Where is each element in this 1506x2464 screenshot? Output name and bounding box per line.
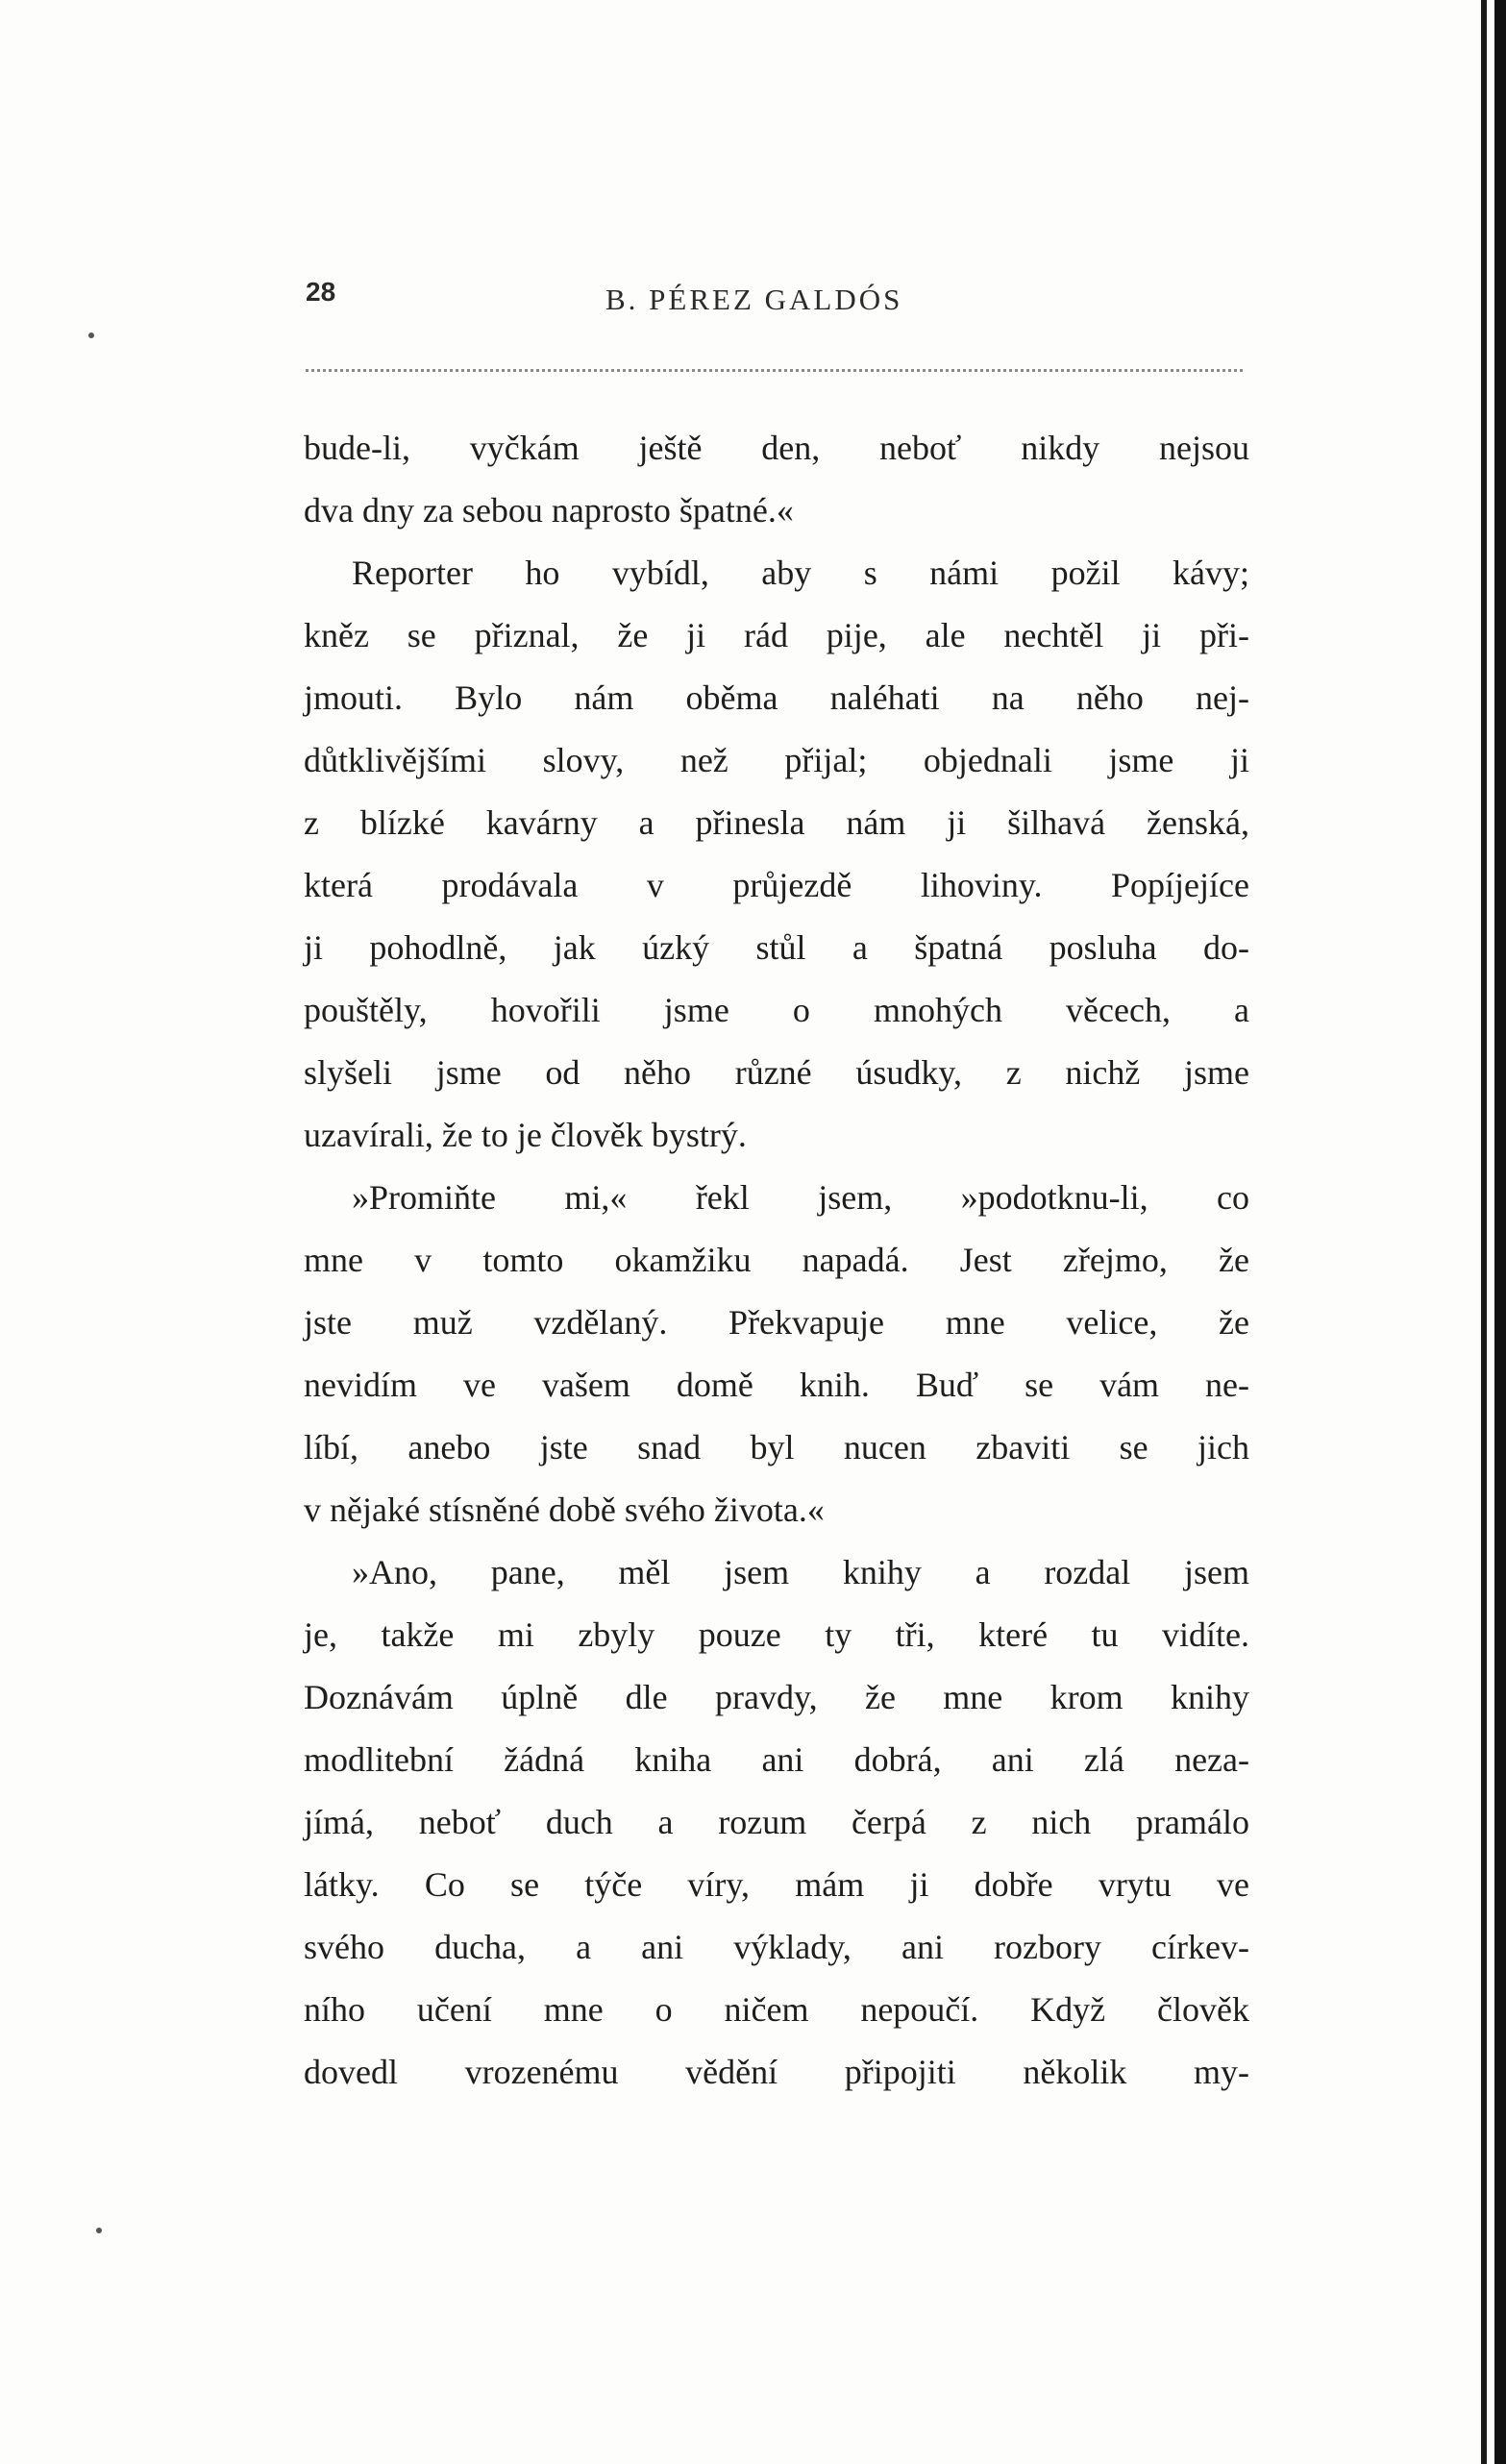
text-line: dva dny za sebou naprosto špatné.« [304,491,794,530]
text-line: jímá, neboť duch a rozum čerpá z nich pramálo [304,1803,1249,1841]
page-number: 28 [306,277,336,307]
text-line: slyšeli jsme od něho různé úsudky, z nichž jsme [304,1053,1249,1092]
body-text [304,417,1249,2104]
text-line: jste muž vzdělaný. Překvapuje mne velice, že [304,1303,1249,1342]
text-line: je, takže mi zbyly pouze ty tři, které tu vidíte. [304,1615,1249,1654]
text-line: pouštěly, hovořili jsme o mnohých věcech, a [304,991,1249,1029]
text-line: kněz se přiznal, že ji rád pije, ale nechtěl ji při- [304,616,1249,654]
text-line: »Promiňte mi,« řekl jsem, »podotknu-li, co [352,1178,1249,1217]
text-line: ji pohodlně, jak úzký stůl a špatná posluha do- [304,928,1249,967]
text-line: líbí, anebo jste snad byl nucen zbaviti se jich [304,1428,1249,1466]
text-line: mne v tomto okamžiku napadá. Jest zřejmo, že [304,1241,1249,1279]
text-line: uzavírali, že to je člověk bystrý. [304,1116,747,1154]
text-line: z blízké kavárny a přinesla nám ji šilhavá ženská, [304,803,1249,842]
paper-speck [96,2228,102,2233]
paper-speck [88,333,94,338]
text-line: nevidím ve vašem domě knih. Buď se vám ne- [304,1366,1249,1404]
text-line: dovedl vrozenému vědění připojiti několik my- [304,2053,1249,2091]
running-head: B. PÉREZ GALDÓS [605,283,903,316]
page-header [306,277,1247,334]
text-line: bude-li, vyčkám ještě den, neboť nikdy nejsou [304,429,1249,467]
text-line: která prodávala v průjezdě lihoviny. Popíjejíce [304,866,1249,904]
text-line: svého ducha, a ani výklady, ani rozbory církev- [304,1928,1249,1966]
text-line: látky. Co se týče víry, mám ji dobře vrytu ve [304,1865,1249,1904]
text-line: »Ano, pane, měl jsem knihy a rozdal jsem [352,1553,1249,1591]
header-divider [306,369,1243,372]
page-edge-shadow [1473,0,1506,2464]
text-line: Reporter ho vybídl, aby s námi požil kávy; [352,554,1249,592]
text-line: jmouti. Bylo nám oběma naléhati na něho nej- [304,678,1249,717]
text-line: Doznávám úplně dle pravdy, že mne krom knihy [304,1678,1249,1716]
text-line: v nějaké stísněné době svého života.« [304,1491,825,1529]
text-line: ního učení mne o ničem nepoučí. Když člověk [304,1990,1249,2029]
text-line: modlitební žádná kniha ani dobrá, ani zlá neza- [304,1740,1249,1779]
text-line: důtklivějšími slovy, než přijal; objednali jsme ji [304,741,1249,779]
